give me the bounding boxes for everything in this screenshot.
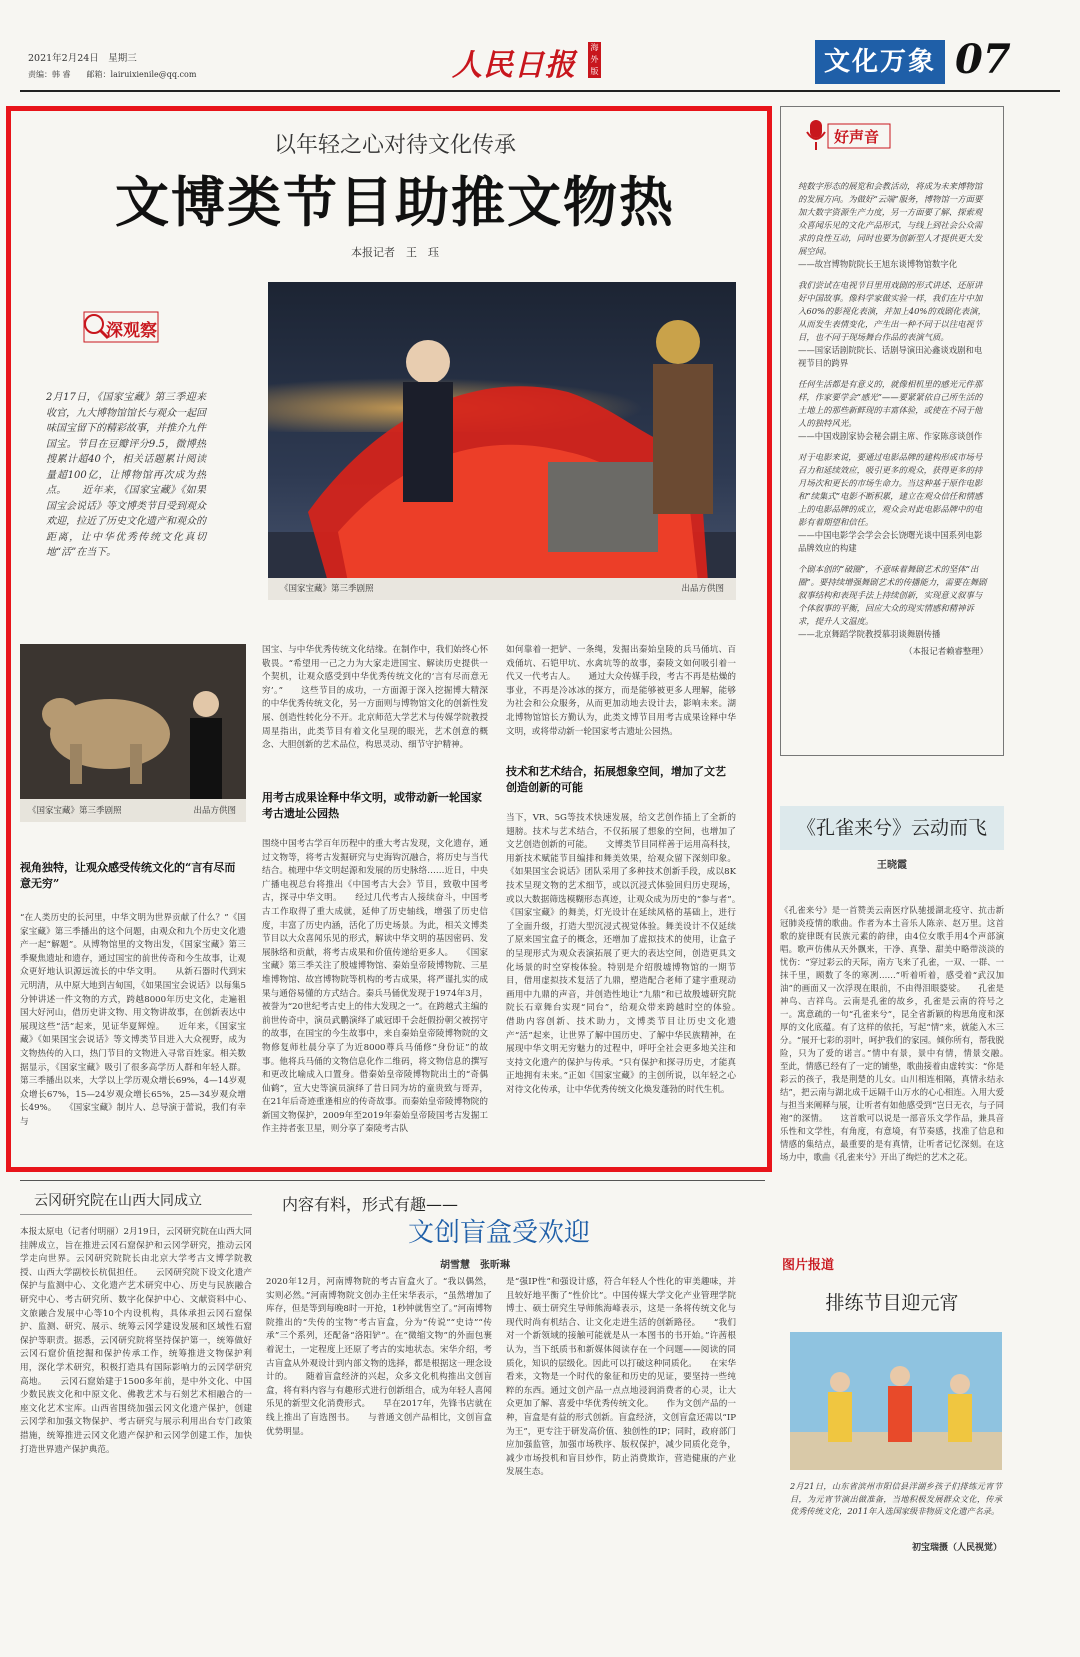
- quote-item: [798, 279, 988, 370]
- quote-text: 对于电影来说，要通过电影品牌的建构形成市场号召力和延续效应，吸引更多的观众，获得更多的持月场次和更长的市场生命力。当这种基于原作电影和“续集式”电影不断积累，建立在观众信任和情感上的电影品牌的成立，观众会对此电影品牌中的电影有着期望和信任。: [798, 452, 983, 527]
- quote-item: [798, 563, 988, 641]
- review-author: 王晓霞: [877, 860, 907, 871]
- good-voice-tag: [804, 112, 896, 154]
- quote-item: [798, 378, 988, 443]
- artifact-photo: [20, 644, 246, 822]
- quote-item: [798, 180, 988, 271]
- review-title-bar: [780, 806, 1004, 850]
- picture-report-title: 排练节目迎元宵: [825, 1292, 959, 1314]
- col3-text-b: 当下，VR、5G等技术快速发展，给文艺创作插上了全新的翅膀。技术与艺术结合，不仅拓展了想象的空间，也增加了文艺创造创新的可能。 文博类节目同样善于运用高科技，用新技术赋能节目编排和舞美效果，给观众留下深刻印象。《如果国宝会说话》团队采用了多种技术创新手段，成以8K技术呈现文物的艺术细节，或以沉浸式体验回归历史现场，或以大数据筛选模糊形态真迹，让观众成为历史的“参与者”。 《国家宝藏》的舞美，灯光设计在延续风格的基础上，进行了全面升级，打造大型沉浸式视觉体验。舞美设计不仅延续了原来国宝盒子的概念，还增加了虚拟技术的使用，让盒子的呈现形式为观众表演拓展了更大的表达空间，创造更具文化场景的时空穿梭体验。特别是介绍殷墟博物馆的一期节目，借用虚拟技术复活了九鼎，塑造配合老师了建宇重现动画用中九鼎的声音，并创造性地让“九鼎”和已故殷墟研究院院长石章舞台实现“同台”，给观众带来跨越时空的体验。 借助内容创新、技术助力，文博类节目让历史文化遗产“活”起来，让世界了解中国历史、了解中华民族精神，在展现中华文明无穷魅力的过程中，呼吁全社会更多地关注和支持文化遗产的保护与传承。“只有保护和探寻历史，才能真正地拥有未来。”正如《国家宝藏》的主创所说，以年轻之心对待文化传承，让中华优秀传统文化焕发蓬勃的时代生机。: [506, 813, 754, 1095]
- photo2-caption: 《国家宝藏》第三季剧照: [28, 806, 122, 816]
- section-title: 文化万象: [815, 40, 945, 84]
- quote-text: 个剧本创的“破圈”，不意味着舞剧艺术的坚体“出圈”。要持续增强舞剧艺术的传播能力，需要在舞剧叙事结构和表现手法上持续创新，实现意义叙事与个体叙事的平衡，回应大众的现实情感和精神诉求，提升人文温度。: [798, 564, 987, 626]
- col1-text: “在人类历史的长河里，中华文明为世界贡献了什么？”《国家宝藏》第三季播出的这个问题，由观众和九个历史文化遗产一起“解题”。从博物馆里的文物出发，《国家宝藏》第三季聚焦遗址和遗存，通过国宝的前世传奇和今生故事，让观众更好地认识源远流长的中华文明。 从新石器时代到宋元明清，从中原大地到吉甸国，《如果国宝会说话》以每集5分钟讲述一件文物的方式，跨越8000年历史文化，走遍祖国大好河山，借历史讲文物、用文物讲故事，在创新表达中展现这些“活”起来，见证华夏辉煌。 近年来，《国家宝藏》《如果国宝会说话》等文博类节目进入大众视野，成为文物热传的入口，热门节目的文物进入寻常百姓家。相关数据显示，《国家宝藏》吸引了很多高学历人群和年轻人群。第三季播出以来，大学以上学历观众增长69%，4—14岁观众增长67%，15—24岁观众增长65%，25—34岁观众增长49%。 《国家宝藏》制片人、总导演于蕾说，我们有幸与: [20, 913, 246, 1127]
- lead-intro: 2月17日，《国家宝藏》第三季迎来收官，九大博物馆馆长与观众一起回味国宝留下的精彩故事，并推介九件国宝。节目在豆瓣评分9.5，微博热搜累计超40个，相关话题累计阅读量超100亿，让博物馆再次成为热点。 近年来，《国家宝藏》《如果国宝会说话》等文博类节目受到观众欢迎，拉近了历史文化遗产和观众的距离，让中华优秀传统文化真切地“活”在当下。: [46, 392, 206, 558]
- picture-report-tag: 图片报道: [782, 1258, 835, 1273]
- subhead-3: 技术和艺术结合，拓展想象空间，增加了文艺创造创新的可能: [506, 765, 726, 794]
- picture-credit: 初宝瑞摄（人民视觉）: [911, 1543, 1002, 1553]
- review-text: 《孔雀来兮》是一首赞美云南医疗队驰援湖北疫守、抗击新冠肺炎疫情的歌曲。作者为本土音乐人陈亲、赵万里。这首歌的旋律既有民族元素的韵律，由4位女歌手用4个声部演唱。歌声仿佛从天外飘来，干净、真挚、甜美中略带淡淡的忧伤：“穿过彩云的天际，南方飞来了孔雀，一双、一群、一抹千里，顾数了冬的寒冽……”听着听着，感受着“武汉加油”的画面又一次浮现在眼前，不由得泪眼婆娑。 孔雀是神鸟、吉祥鸟。云南是孔雀的故乡，孔雀是云南的符号之一。寓意疏的一句“孔雀来兮”，昆全省新颖的构思角度和深厚的文化底蕴。有了这样的依托，写起“情”来，就能入木三分。“展开七彩的羽叶，呵护我们的家园。倾你所有，帮我脱险，只为了爱的诺言。”情中有景，景中有情，情景交融。 至此，情感已经有了一定的铺垫，歌曲接着由虚转实：“你是彩云的孩子，我是荆楚的儿女。山川相连相隔，真情永结永结”，把云南与湖北成千远隔千山万水的心心相连。入用大爱与担当来阐释与展，让听者有如他感受到“岂曰无衣，与子同袍”的深情。 这首歌可以说是一部音乐文学作品，兼具音乐性和文学性，有角度，有意境，有节奏感，找准了信息和情感的集结点，最重要的是有真情，让听者记忆深刻。在这场力中，歌曲《孔雀来兮》开出了绚烂的艺术之花。: [780, 905, 1021, 1162]
- photo1-caption: 《国家宝藏》第三季剧照: [280, 584, 374, 594]
- quote-source: ——中国戏剧家协会秘会副主席、作家陈彦谈创作: [798, 431, 983, 441]
- quote-source: ——中国电影学会学会会长饶曙光谈中国系列电影品牌效应的构建: [798, 530, 983, 553]
- picture-caption: 2月21日，山东省滨州市阳信县洋湖乡孩子们排练元宵节目，为元宵节演出做准备，当地积极发展群众文化，传承优秀传统文化，2011年入选国家级非物质文化遗产名录。: [790, 1481, 1002, 1516]
- good-voice-label: 好声音: [834, 128, 880, 146]
- stage-scene-illustration: [268, 282, 736, 600]
- quotes-list: [798, 180, 988, 658]
- yungang-rule: [20, 1214, 252, 1215]
- header-rule: [20, 90, 1060, 92]
- lantern-festival-photo: [790, 1332, 1002, 1470]
- photo2-credit: 出品方供图: [193, 806, 236, 816]
- compiler-note: （本报记者赖睿整理）: [904, 646, 988, 656]
- lead-kicker: 以年轻之心对待文化传承: [273, 133, 516, 158]
- review-title: 《孔雀来兮》云动而飞: [796, 817, 987, 839]
- quote-text: 我们尝试在电视节目里用戏剧的形式讲述、还原讲好中国故事。像科学家做实验一样，我们在片中加入60%的影视化表演，并加上40%的戏剧化表演，从而发生表情变化，产生出一种不同于以往电视节目，也不同于现场舞台作品的表演气质。: [798, 280, 986, 342]
- quote-text: 纯数字形态的展览和会教活动，将成为未来博物馆的发展方向。为做好“云端”服务，博物馆一方面要加大数字资源生产力度，另一方面要了解、探索观众喜闻乐见的文化产品形式，与线上到社会公众需求的良性互动，同时也要为创新型人才提供更大发展空间。: [798, 181, 983, 256]
- page-number: 07: [955, 36, 1011, 83]
- issue-date: 2021年2月24日 星期三: [28, 53, 137, 64]
- quote-source: ——北京舞蹈学院教授慕羽谈舞剧传播: [798, 629, 941, 639]
- yungang-text: 本报太原电（记者付明丽）2月19日，云冈研究院在山西大同挂牌成立，旨在推进云冈石窟保护和云冈学研究，推动云冈学走向世界。云冈研究院院长由北京大学考古文博学院教授、山西大学副校长杭侃担任。 云冈研究院下设文化遗产保护与监测中心、文化遗产艺术研究中心、历史与民族融合研究中心、考古研究所、数字化保护中心、文献资料中心、文旅融合发展中心等10个内设机构，具体承担云冈石窟保护、监测、研究、展示、统筹云冈学建设发展和区域性石窟保护等职责。据悉，云冈研究院将坚持保护第一，统筹做好云冈石窟价值挖掘和保护传承工作，统筹推进文物保护利用，深化学术研究，积极打造具有国际影响力的云冈学研究高地。 云冈石窟始建于1500多年前，是中外文化、中国少数民族文化和中原文化、佛教艺术与石刻艺术相融合的一座文化艺术宝库。山西省围绕加强云冈文化遗产保护，创建云冈学和加强文物保护、考古研究与展示利用出台专门政策措施，统筹推进云冈文化遗产保护和云冈学创建工作，加快打造世界遗产保护典范。: [20, 1227, 252, 1455]
- quote-text: 任何生活都是有意义的，就像相机里的感光元件那样，作家要学会“感光”——要紧紧依自己所生活的土地上的那些新鲜现的丰富体验，或使在不同于他人的独特风光。: [798, 379, 983, 428]
- editor-info: 责编：韩 睿 邮箱：lairuixienile@qq.com: [28, 70, 197, 79]
- blindbox-kicker: 内容有料，形式有趣——: [282, 1195, 459, 1214]
- blindbox-text-b: 是“强IP性”和强设计感，符合年轻人个性化的审美趣味，并且较好地平衡了“性价比”。中国传媒大学文化产业管理学院博士、硕士研究生导师熊海峰表示，这是一条将传统文化与现代时尚有机结合、让文化走进生活的创新路径。 “我们对一个新领域的接触可能就是从一本图书的书开始。”许茜根认为，当下纸质书和新媒体阅读存在一个问题——阅读的同质化，知识的层级化。因此可以打破这种同质化。 在宋华看来，文物是一个时代的象征和历史的见证，要坚持一些纯粹的东西。通过文创产品一点点地浸润消费者的心灵，让大众更加了解、喜爱中华优秀传统文化。 作为文创产品的一种，盲盒是有益的形式创新。盲盒经济，文创盲盒还需以“IP为王”，更专注于研发高价值、独创性的IP；同时，政府部门应加强监管，加强市场秩序、版权保护，减少同质化竞争，减少市场投机和盲目炒作，防止消费欺诈，营造健康的产业发展生态。: [506, 1277, 736, 1478]
- col2-text-a: 国宝、与中华优秀传统文化结缘。在制作中，我们始终心怀敬畏。“希望用一己之力为大家走进国宝、解读历史提供一个契机，让观众感受到中华优秀传统文化的‘言有尽而意无穷’。” 这些节目的成功，一方面源于深入挖掘博大精深的中华优秀传统文化，另一方面则与博物馆文化的创新性发展、创造性转化分不开。北京师范大学艺术与传媒学院教授周星指出，此类节目有着文化呈现的眼光，艺术创意的概念、大胆创新的艺术品位，构思灵动、细节守护精神。: [262, 645, 488, 751]
- subhead-1: 视角独特，让观众感受传统文化的“言有尽而意无穷”: [20, 861, 236, 890]
- blindbox-title: 文创盲盒受欢迎: [408, 1218, 591, 1248]
- subhead-2: 用考古成果诠释中华文明，或带动新一轮国家考古遗址公园热: [262, 791, 482, 820]
- deep-observation-tag: [80, 306, 160, 346]
- quote-source: ——国家话剧院院长、话剧导演田沁鑫谈戏剧和电视节目的跨界: [798, 345, 983, 368]
- bottom-rule: [20, 1180, 765, 1181]
- col3-text-a: 如何靠着一把铲、一条绳，发掘出秦始皇陵的兵马俑坑、百戏俑坑、石铠甲坑、水禽坑等的故事，秦陵文如何吸引着一代又一代考古人。 通过大众传媒手段，考古不再是枯燥的事业，不再是冷冰冰的探方，而是能够被更多人理解，能够为社会和公众服务，从而更加动地去设计去，影响未来。湖北博物馆馆长方勤认为，此类文博节目用考古成果诠释中华文明，或将带动新一轮国家考古遗址公园热。: [506, 645, 736, 737]
- deep-observation-label: 深观察: [106, 321, 157, 341]
- masthead-logo: 人民日报: [452, 48, 576, 83]
- col2-text-b: 围绕中国考古学百年历程中的重大考古发现，文化遗存，通过文物等，将考古发掘研究与史海钩沉融合，将历史与当代结合。梳理中华文明起源和发展的历史脉络……近日，中央广播电视总台将推出《中国考古大会》节目，致敬中国考古，探寻中华文明。 经过几代考古人接续奋斗，中国考古工作取得了重大成就，延伸了历史轴线，增强了历史信度，丰富了历史内涵，活化了历史场景。为此，相关文博类节目以大众喜闻乐见的形式，解读中华文明的基因密码、发展脉络和贡献，将考古成果和价值传递给更多人。 《国家宝藏》第三季关注了殷墟博物馆、秦始皇帝陵博物院、三星堆博物馆、故宫博物院等机构的考古成果，将严谨扎实的成果与通俗易懂的方式结合。秦兵马俑优发现于1974年3月，被誉为“20世纪考古史上的伟大发现之一”。在跨越式主编的前世传奇中，演员武鹏演绎了戚冠即千会赶假扮朝父被拐守的故事，在国宝的今生故事中，来自秦始皇帝陵博物院的文物修复师杜晨分享了为近8000尊兵马俑修“身份证”的故事。他将兵马俑的文物信息化作二维码，将文物信息的撰写和更改比喻成入口置身。借秦始皇帝陵博物院出土的“奇偶仙鹤”，宣大史等演员演绎了昔日同为坊的童贵致与哥弄，在21年后奇迹重逢相应的传奇故事。而秦始皇帝陵博物院的新国文物保护，2009年至2019年秦始皇帝陵国考古发掘工作主持者张卫星，则分享了秦陵考古队: [262, 839, 488, 1135]
- quote-item: [798, 451, 988, 555]
- photo1-credit: 出品方供图: [681, 584, 724, 594]
- lead-byline: 本报记者 王 珏: [351, 246, 439, 259]
- stage-photo: [268, 282, 736, 600]
- yungang-title: 云冈研究院在山西大同成立: [34, 1193, 202, 1209]
- dancers-illustration: [790, 1332, 1002, 1470]
- edition-badge: 海外版: [588, 42, 601, 78]
- bronze-ox-illustration: [20, 644, 246, 799]
- blindbox-text-a: 2020年12月，河南博物院的考古盲盒火了。“我以偶然，实则必然。”河南博物院文创办主任宋华表示，“虽然增加了库存，但是等到每晚8时一开抢，1秒钟就售空了。”河南博物院推出的“失传的宝物”考古盲盒，分为“传说”“史诗”“传承”三个系列，还配备“洛阳铲”。在“微缩文物”的外面包裹着泥土，一定程度上还原了考古的实地状态。宋华介绍，考古盲盒从外观设计到内部文物的选择，都是根据这一理念设计的。 随着盲盒经济的兴起，众多文化机构推出文创盲盒，将有料内容与有趣形式进行创新组合，成为年轻人喜闻乐见的新型文化消费形式。 早在2017年，先锋书店就在线上推出了盲选图书。 与普通文创产品相比，文创盲盒优势明显。: [266, 1277, 492, 1437]
- quote-source: ——故宫博物院院长王旭东谈博物馆数字化: [798, 259, 958, 269]
- lead-headline: 文博类节目助推文物热: [115, 170, 675, 234]
- blindbox-authors: 胡雪慧 张昕琳: [440, 1260, 510, 1271]
